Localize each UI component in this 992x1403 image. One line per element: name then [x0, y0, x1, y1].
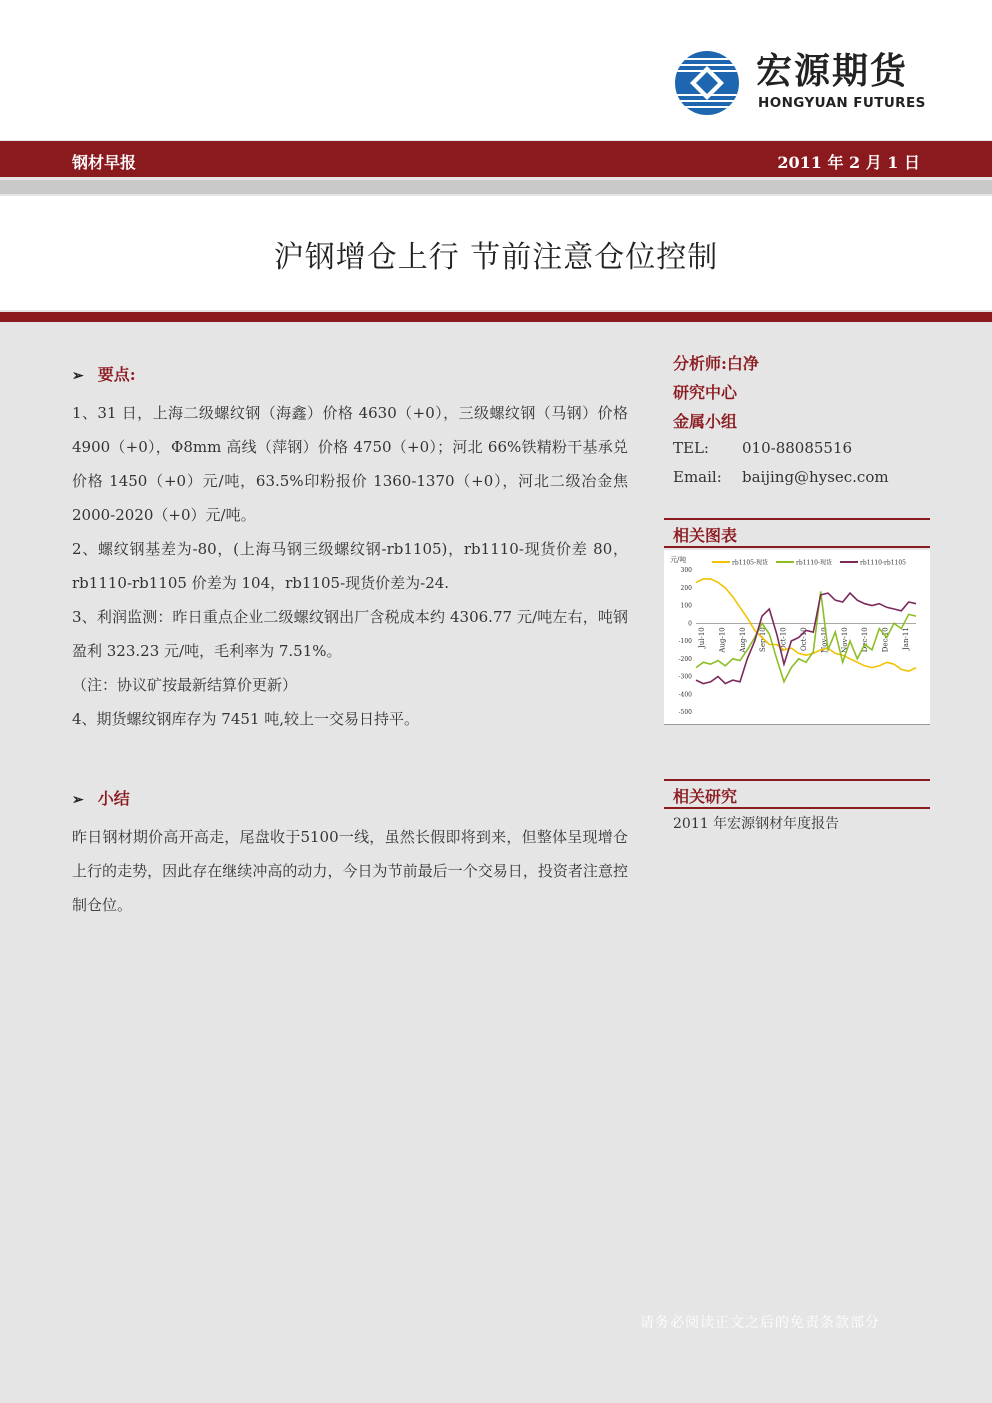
key-point-1: 1、31 日，上海二级螺纹钢（海鑫）价格 4630（+0），三级螺纹钢（马钢）价格 4900（+0），Φ8mm 高线（萍钢）价格 4750（+0）；河北 66%铁精粉干基承兑价格 1450（+0）元/吨，63.5%印粉报价 1360-1370（+0），河北二级冶金焦 2000-2020（+0）元/吨。 [72, 404, 628, 524]
email-label: Email: [673, 468, 722, 486]
x-tick-label: Oct-10 [800, 627, 808, 651]
x-tick-label: Aug-10 [738, 627, 747, 653]
y-tick-label: 100 [680, 602, 692, 610]
research-section-heading: 相关研究 [664, 779, 930, 809]
x-tick-label: Nov-10 [840, 627, 849, 653]
y-tick-label: -400 [678, 691, 692, 699]
spread-chart [664, 550, 930, 725]
key-point-note: （注：协议矿按最新结算价更新） [72, 676, 298, 694]
x-tick-label: Nov-10 [820, 627, 829, 653]
key-points-heading: ➢ 要点: [72, 365, 136, 384]
x-tick-label: Sep-10 [759, 627, 768, 652]
page-title: 沪钢增仓上行 节前注意仓位控制 [273, 240, 719, 275]
x-tick-label: Dec-10 [861, 627, 870, 653]
research-center: 研究中心 [673, 383, 738, 402]
metal-group: 金属小组 [673, 412, 738, 431]
title-divider [0, 312, 992, 322]
key-points-body [72, 396, 628, 736]
report-header-bar [0, 141, 992, 177]
divider-strip [0, 180, 992, 194]
key-point-4: 4、期货螺纹钢库存为 7451 吨,较上一交易日持平。 [72, 710, 420, 728]
email-value[interactable]: baijing@hysec.com [742, 468, 889, 486]
y-tick-label: 200 [680, 584, 692, 592]
tel-label: TEL: [673, 439, 709, 457]
x-tick-label: Dec-10 [881, 627, 890, 653]
spread-chart-svg [664, 550, 930, 724]
report-date: 2011 年 2 月 1 日 [777, 153, 920, 172]
legend-label: rb1110-现货 [796, 559, 833, 567]
legend-label: rb1110-rb1105 [860, 559, 906, 567]
chart-section-heading: 相关图表 [664, 518, 930, 548]
summary-body [72, 820, 628, 922]
x-tick-label: Oct-10 [779, 627, 788, 651]
tel-value: 010-88085516 [742, 439, 853, 457]
arrow-bullet-icon: ➢ [72, 368, 84, 384]
logo-chinese-text: 宏源期货 [756, 51, 909, 92]
y-tick-label: -100 [678, 638, 692, 645]
summary-heading: ➢ 小结 [72, 789, 130, 808]
arrow-bullet-icon: ➢ [72, 792, 84, 808]
x-tick-label: Jul-10 [698, 627, 706, 649]
analyst-name: 分析师:白净 [673, 354, 759, 373]
x-tick-label: Jan-11 [902, 627, 910, 651]
y-tick-label: 0 [688, 620, 692, 628]
y-tick-label: 300 [680, 567, 692, 574]
key-point-3: 3、利润监测：昨日重点企业二级螺纹钢出厂含税成本约 4306.77 元/吨左右，吨钢盈利 323.23 元/吨，毛利率为 7.51%。 [72, 608, 628, 660]
related-report-item[interactable]: 2011 年宏源钢材年度报告 [673, 816, 840, 832]
y-tick-label: -500 [678, 709, 692, 716]
y-axis-label: 元/吨 [670, 556, 687, 564]
legend-label: rb1105-现货 [732, 559, 769, 567]
y-tick-label: -200 [678, 655, 692, 663]
summary-text: 昨日钢材期价高开高走，尾盘收于5100一线，虽然长假即将到来，但整体呈现增仓上行的走势，因此存在继续冲高的动力，今日为节前最后一个交易日，投资者注意控制仓位。 [72, 828, 628, 914]
logo-english-text: HONGYUAN FUTURES [758, 95, 926, 111]
key-point-2: 2、螺纹钢基差为-80，(上海马钢三级螺纹钢-rb1105)，rb1110-现货价差 80，rb1110-rb1105 价差为 104，rb1105-现货价差为-24. [72, 540, 628, 592]
report-type: 钢材早报 [72, 153, 137, 172]
y-tick-label: -300 [678, 673, 692, 681]
x-tick-label: Aug-10 [718, 627, 727, 653]
disclaimer-footer: 请务必阅读正文之后的免责条款部分 [640, 1315, 880, 1331]
series-line [696, 579, 916, 671]
header-area [0, 0, 992, 140]
title-box [0, 196, 992, 310]
hongyuan-logo-icon [674, 50, 740, 116]
